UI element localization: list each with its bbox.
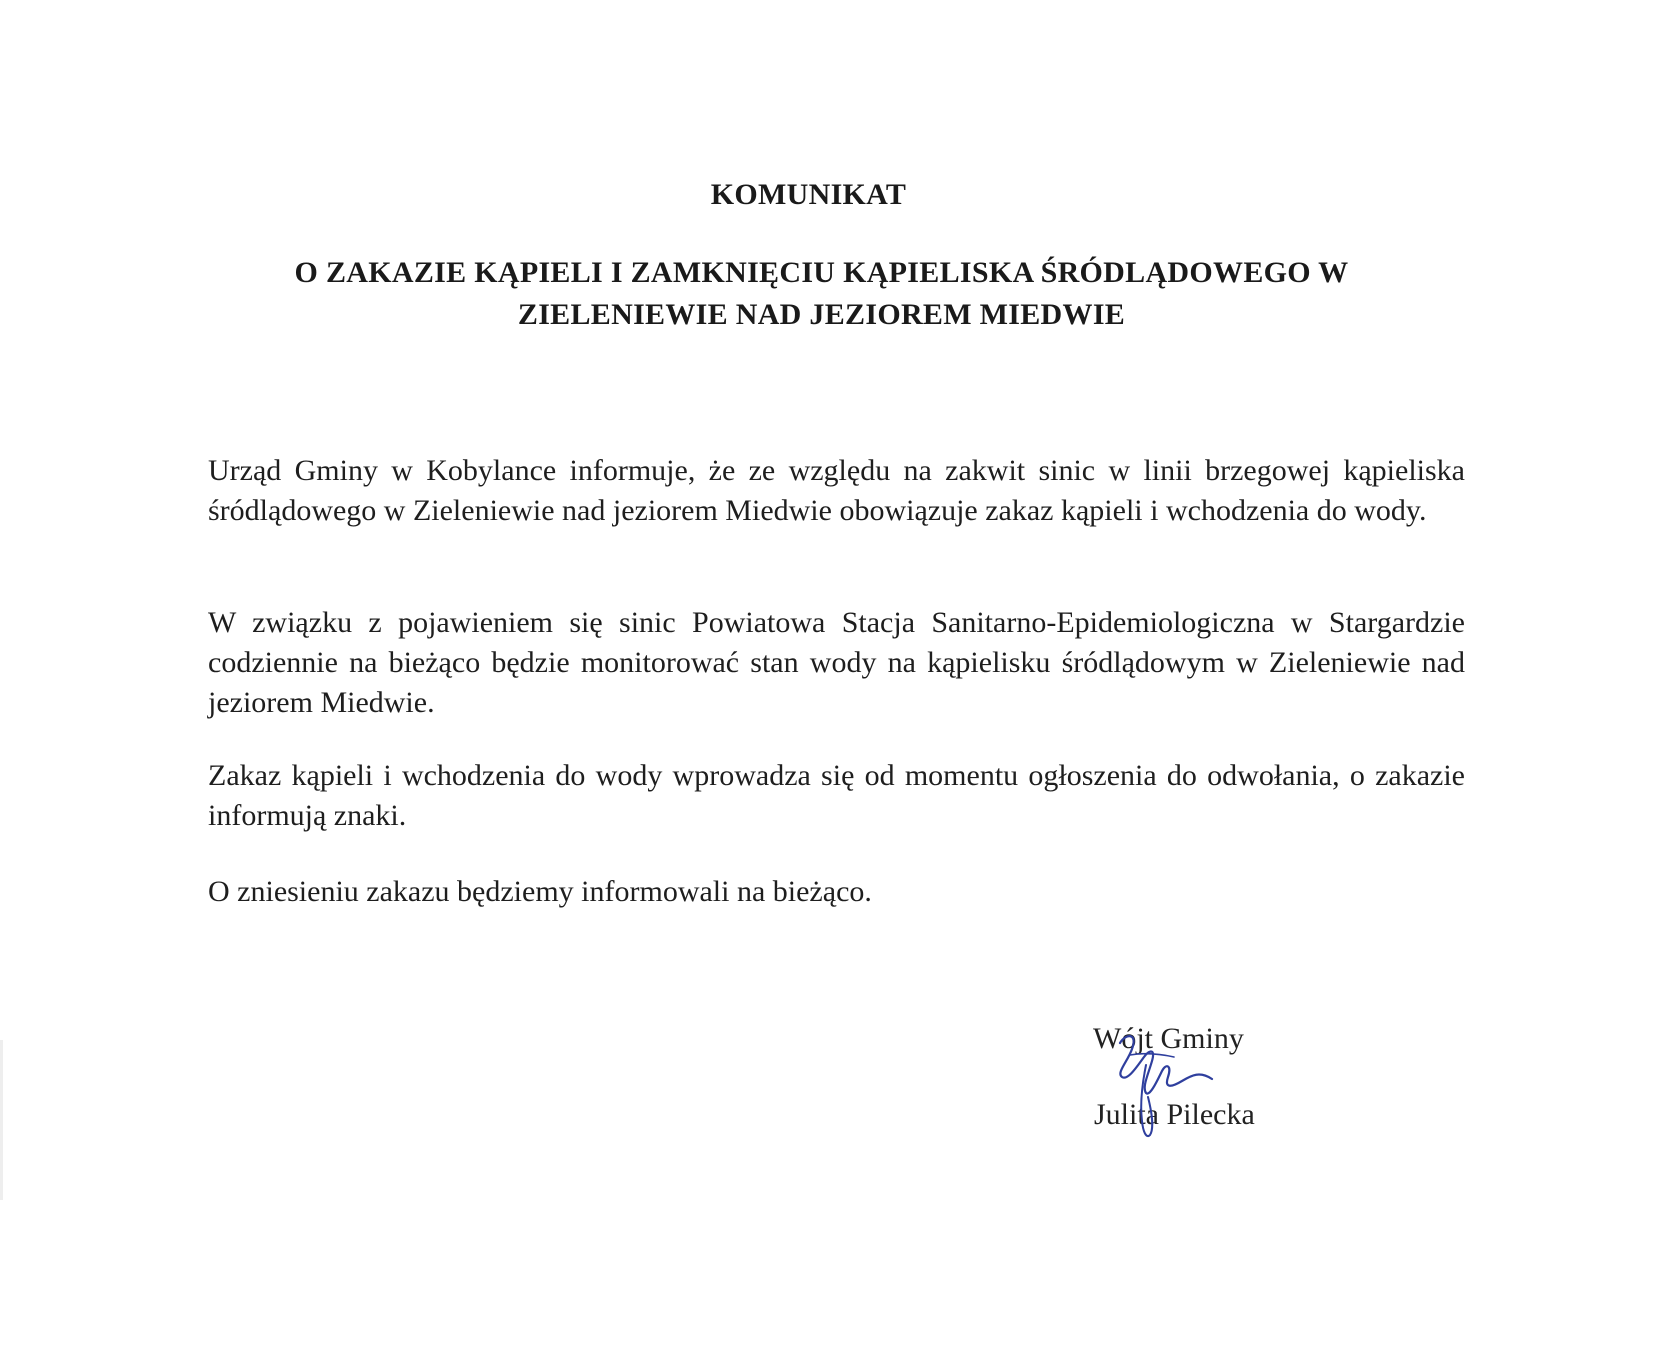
subtitle-line-1: O ZAKAZIE KĄPIELI I ZAMKNIĘCIU KĄPIELISKA ŚRÓDLĄDOWEGO W [294,256,1349,289]
subtitle-line-2: ZIELENIEWIE NAD JEZIOREM MIEDWIE [517,298,1126,331]
paragraph-announcement: Urząd Gminy w Kobylance informuje, że ze względu na zakwit sinic w linii brzegowej kąpieliska śródlądowego w Zieleniewie nad jeziorem Miedwie obowiązuje zakaz kąpieli i wchodzenia do wody. [208,454,1465,527]
paragraph-lifting-info: O zniesieniu zakazu będziemy informowali na bieżąco. [208,875,872,908]
scan-edge-mark [0,1040,3,1200]
signatory-title: Wójt Gminy [1093,1022,1244,1055]
document-title: KOMUNIKAT [710,178,907,211]
paragraph-ban-duration: Zakaz kąpieli i wchodzenia do wody wprowadza się od momentu ogłoszenia do odwołania, o zakazie informują znaki. [208,759,1465,832]
document-subtitle [0,252,1648,336]
signatory-name: Julita Pilecka [1094,1098,1255,1131]
handwritten-signature [1112,1035,1242,1145]
paragraph-monitoring: W związku z pojawieniem się sinic Powiatowa Stacja Sanitarno-Epidemiologiczna w Stargardzie codziennie na bieżąco będzie monitorować stan wody na kąpielisku śródlądowym w Zieleniewie nad jeziorem Miedwie. [208,606,1465,719]
